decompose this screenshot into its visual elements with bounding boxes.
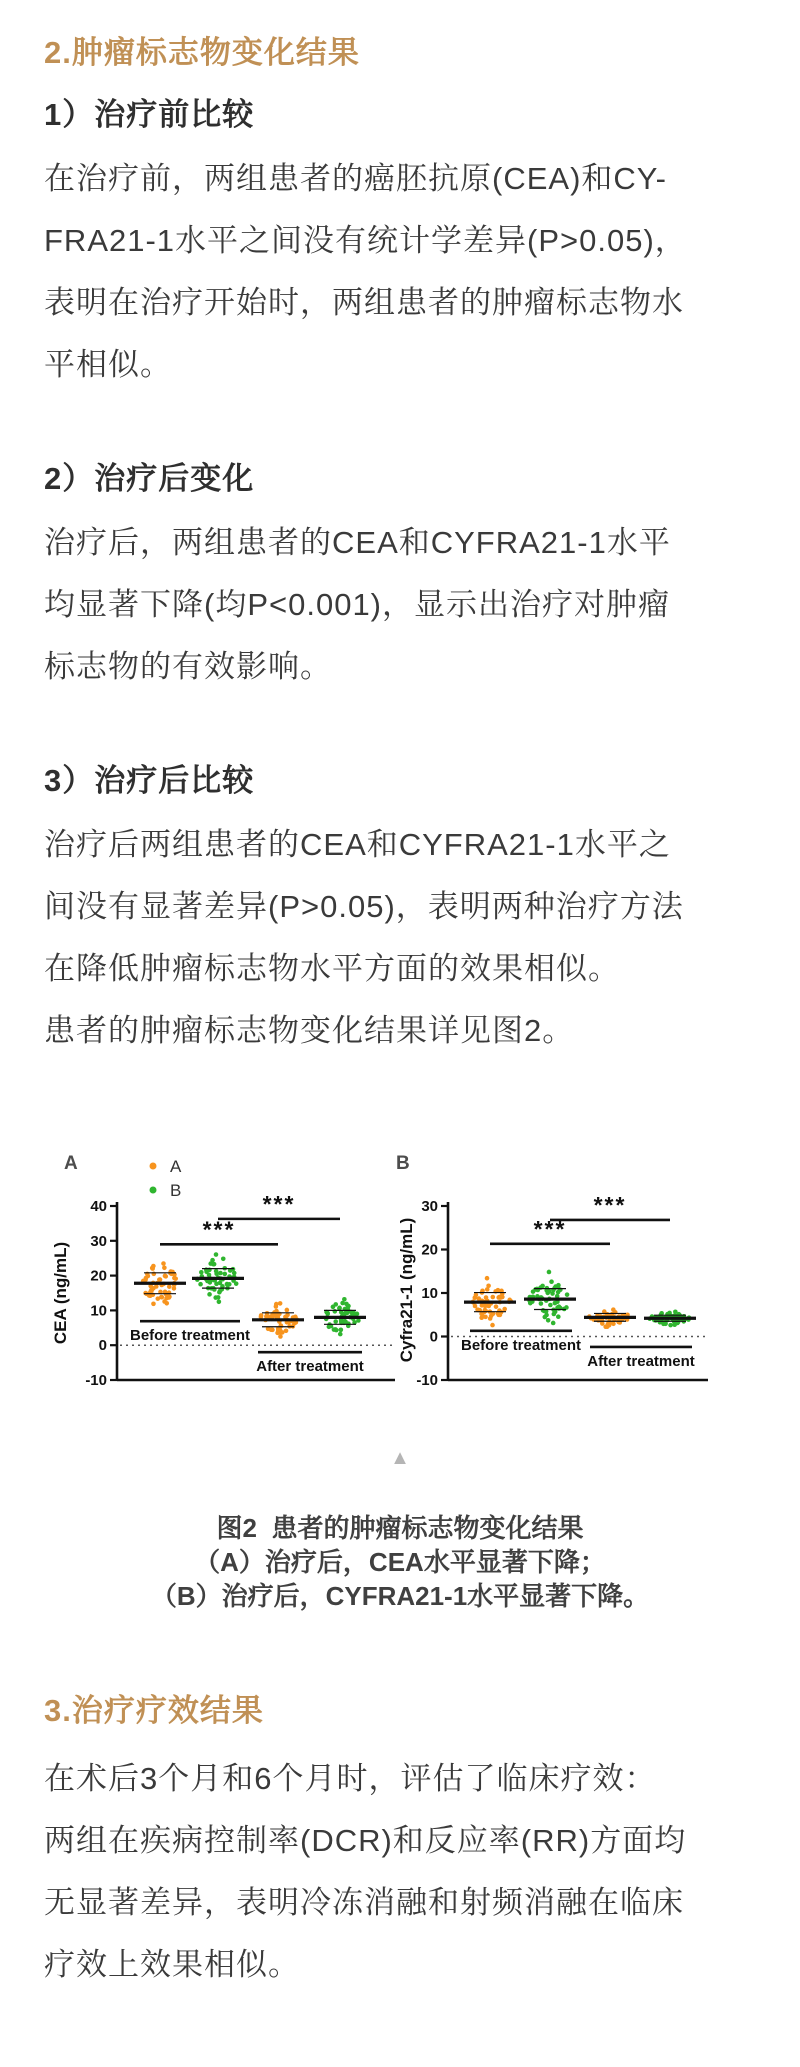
paragraph-line: 表明在治疗开始时，两组患者的肿瘤标志物水 bbox=[44, 285, 684, 320]
svg-text:***: *** bbox=[593, 1191, 627, 1218]
section-heading-tumor-markers: 2.肿瘤标志物变化结果 bbox=[44, 35, 360, 70]
svg-text:Before treatment: Before treatment bbox=[460, 1336, 582, 1354]
paragraph-line: 疗效上效果相似。 bbox=[44, 1947, 300, 1982]
svg-text:B: B bbox=[170, 1181, 182, 1200]
paragraph-line: 无显著差异，表明冷冻消融和射频消融在临床 bbox=[44, 1885, 684, 1920]
paragraph-line: 两组在疾病控制率(DCR)和反应率(RR)方面均 bbox=[44, 1823, 687, 1858]
paragraph-line: FRA21-1水平之间没有统计学差异(P>0.05)， bbox=[44, 223, 687, 258]
svg-text:0: 0 bbox=[98, 1337, 107, 1355]
section-heading-efficacy: 3.治疗疗效结果 bbox=[44, 1693, 264, 1728]
figure-2-caption bbox=[44, 1511, 756, 1613]
subsection-heading-after-treatment-compare: 3）治疗后比较 bbox=[44, 763, 255, 798]
svg-text:40: 40 bbox=[90, 1198, 107, 1215]
subsection-heading-before-treatment: 1）治疗前比较 bbox=[44, 97, 255, 132]
caption-title: 图2 患者的肿瘤标志物变化结果 bbox=[216, 1513, 584, 1543]
paragraph-line: 在治疗前，两组患者的癌胚抗原(CEA)和CY- bbox=[44, 161, 667, 196]
svg-text:***: *** bbox=[202, 1216, 236, 1243]
svg-text:CEA (ng/mL): CEA (ng/mL) bbox=[51, 1241, 70, 1345]
svg-text:20: 20 bbox=[90, 1267, 107, 1285]
svg-text:B: B bbox=[396, 1153, 410, 1174]
collapse-triangle-icon: ▲ bbox=[390, 1447, 410, 1469]
svg-text:-10: -10 bbox=[416, 1372, 438, 1389]
paragraph-line: 治疗后两组患者的CEA和CYFRA21-1水平之 bbox=[44, 827, 671, 862]
figure-2 bbox=[40, 1147, 752, 1397]
svg-text:30: 30 bbox=[421, 1198, 438, 1215]
svg-text:10: 10 bbox=[90, 1302, 107, 1320]
paragraph-line: 患者的肿瘤标志物变化结果详见图2。 bbox=[44, 1013, 575, 1048]
svg-text:After treatment: After treatment bbox=[256, 1358, 364, 1376]
svg-text:10: 10 bbox=[421, 1285, 438, 1302]
tumor-marker-scatter-charts bbox=[40, 1147, 752, 1397]
paragraph-before-treatment bbox=[44, 148, 756, 396]
paragraph-line: 平相似。 bbox=[44, 347, 172, 382]
svg-text:20: 20 bbox=[421, 1241, 438, 1259]
caption-line-b: （B）治疗后，CYFRA21-1水平显著下降。 bbox=[150, 1581, 650, 1611]
paragraph-efficacy bbox=[44, 1748, 756, 1996]
svg-text:A: A bbox=[64, 1153, 78, 1174]
paragraph-line: 间没有显著差异(P>0.05)，表明两种治疗方法 bbox=[44, 889, 684, 924]
svg-text:0: 0 bbox=[429, 1328, 438, 1346]
article-body bbox=[0, 30, 800, 1996]
svg-text:***: *** bbox=[262, 1190, 296, 1217]
paragraph-line: 标志物的有效影响。 bbox=[44, 649, 332, 684]
svg-text:30: 30 bbox=[90, 1232, 107, 1250]
svg-text:-10: -10 bbox=[85, 1372, 107, 1389]
paragraph-line: 在术后3个月和6个月时，评估了临床疗效： bbox=[44, 1761, 657, 1796]
paragraph-after-treatment-change bbox=[44, 512, 756, 698]
paragraph-after-treatment-compare bbox=[44, 814, 756, 1062]
svg-text:Before treatment: Before treatment bbox=[129, 1327, 251, 1345]
svg-text:A: A bbox=[170, 1157, 182, 1176]
caption-line-a: （A）治疗后，CEA水平显著下降； bbox=[194, 1547, 606, 1577]
paragraph-line: 均显著下降(均P<0.001)，显示出治疗对肿瘤 bbox=[44, 587, 671, 622]
svg-text:After treatment: After treatment bbox=[587, 1352, 695, 1370]
svg-text:***: *** bbox=[533, 1215, 567, 1242]
subsection-heading-after-treatment-change: 2）治疗后变化 bbox=[44, 461, 255, 496]
paragraph-line: 在降低肿瘤标志物水平方面的效果相似。 bbox=[44, 951, 620, 986]
paragraph-line: 治疗后，两组患者的CEA和CYFRA21-1水平 bbox=[44, 525, 671, 560]
svg-text:Cyfra21-1 (ng/mL): Cyfra21-1 (ng/mL) bbox=[397, 1217, 416, 1363]
